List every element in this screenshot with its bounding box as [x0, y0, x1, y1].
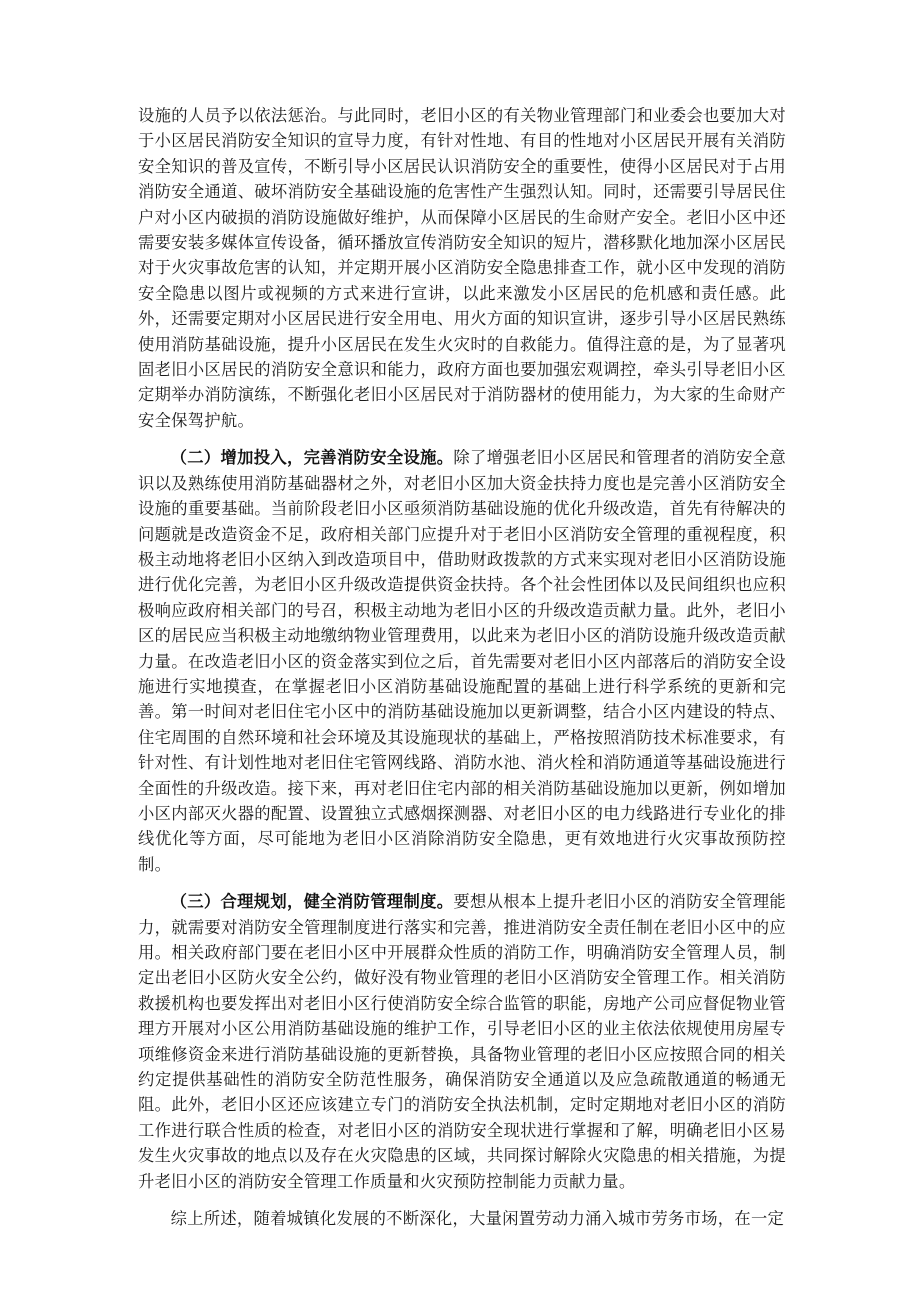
paragraph-text: 设施的人员予以依法惩治。与此同时，老旧小区的有关物业管理部门和业委会也要加大对于小区居民消防安全知识的宣导力度，有针对性地、有目的性地对小区居民开展有关消防安全知识的普及宣传，不断引导小区居民认识消防安全的重要性，使得小区居民对于占用消防安全通道、破坏消防安全基础设施的危害性产生强烈认知。同时，还需要引导居民住户对小区内破损的消防设施做好维护，从而保障小区居民的生命财产安全。老旧小区中还需要安装多媒体宣传设备，循环播放宣传消防安全知识的短片，潜移默化地加深小区居民对于火灾事故危害的认知，并定期开展小区消防安全隐患排查工作，就小区中发现的消防安全隐患以图片或视频的方式来进行宣讲，以此来激发小区居民的危机感和责任感。此外，还需要定期对小区居民进行安全用电、用火方面的知识宣讲，逐步引导小区居民熟练使用消防基础设施，提升小区居民在发生火灾时的自救能力。值得注意的是，为了显著巩固老旧小区居民的消防安全意识和能力，政府方面也要加强宏观调控，牵头引导老旧小区定期举办消防演练，不断强化老旧小区居民对于消防器材的使用能力，为大家的生命财产安全保驾护航。	[138, 106, 786, 430]
paragraph-continuation	[138, 103, 786, 433]
paragraph-text: 除了增强老旧小区居民和管理者的消防安全意识以及熟练使用消防基础器材之外，对老旧小区加大资金扶持力度也是完善小区消防安全设施的重要基础。当前阶段老旧小区亟须消防基础设施的优化升级改造，首先有待解决的问题就是改造资金不足，政府相关部门应提升对于老旧小区消防安全管理的重视程度，积极主动地将老旧小区纳入到改造项目中，借助财政拨款的方式来实现对老旧小区消防设施进行优化完善，为老旧小区升级改造提供资金扶持。各个社会性团体以及民间组织也应积极响应政府相关部门的号召，积极主动地为老旧小区的升级改造贡献力量。此外，老旧小区的居民应当积极主动地缴纳物业管理费用，以此来为老旧小区的消防设施升级改造贡献力量。在改造老旧小区的资金落实到位之后，首先需要对老旧小区内部落后的消防安全设施进行实地摸查，在掌握老旧小区消防基础设施配置的基础上进行科学系统的更新和完善。第一时间对老旧住宅小区中的消防基础设施加以更新调整，结合小区内建设的特点、住宅周围的自然环境和社会环境及其设施现状的基础上，严格按照消防技术标准要求，有针对性、有计划性地对老旧住宅管网线路、消防水池、消火栓和消防通道等基础设施进行全面性的升级改造。接下来，再对老旧住宅内部的相关消防基础设施加以更新，例如增加小区内部灭火器的配置、设置独立式感烟探测器、对老旧小区的电力线路进行专业化的排线优化等方面，尽可能地为老旧小区消除消防安全隐患，更有效地进行火灾事故预防控制。	[138, 448, 786, 874]
paragraph-section-3	[138, 889, 786, 1194]
section-heading: （二）增加投入，完善消防安全设施。	[170, 448, 454, 468]
document-body	[138, 103, 786, 1243]
section-heading: （三）合理规划，健全消防管理制度。	[170, 892, 454, 912]
paragraph-conclusion	[138, 1206, 786, 1231]
paragraph-text: 综上所述，随着城镇化发展的不断深化，大量闲置劳动力涌入城市劳务市场，在一定	[170, 1209, 785, 1229]
paragraph-section-2	[138, 445, 786, 877]
paragraph-text: 要想从根本上提升老旧小区的消防安全管理能力，就需要对消防安全管理制度进行落实和完善，推进消防安全责任制在老旧小区中的应用。相关政府部门要在老旧小区中开展群众性质的消防工作，明确消防安全管理人员，制定出老旧小区防火安全公约，做好没有物业管理的老旧小区消防安全管理工作。相关消防救援机构也要发挥出对老旧小区行使消防安全综合监管的职能，房地产公司应督促物业管理方开展对小区公用消防基础设施的维护工作，引导老旧小区的业主依法依规使用房屋专项维修资金来进行消防基础设施的更新替换，具备物业管理的老旧小区应按照合同的相关约定提供基础性的消防安全防范性服务，确保消防安全通道以及应急疏散通道的畅通无阻。此外，老旧小区还应该建立专门的消防安全执法机制，定时定期地对老旧小区的消防工作进行联合性质的检查，对老旧小区的消防安全现状进行掌握和了解，明确老旧小区易发生火灾事故的地点以及存在火灾隐患的区域，共同探讨解除火灾隐患的相关措施，为提升老旧小区的消防安全管理工作质量和火灾预防控制能力贡献力量。	[138, 892, 786, 1191]
